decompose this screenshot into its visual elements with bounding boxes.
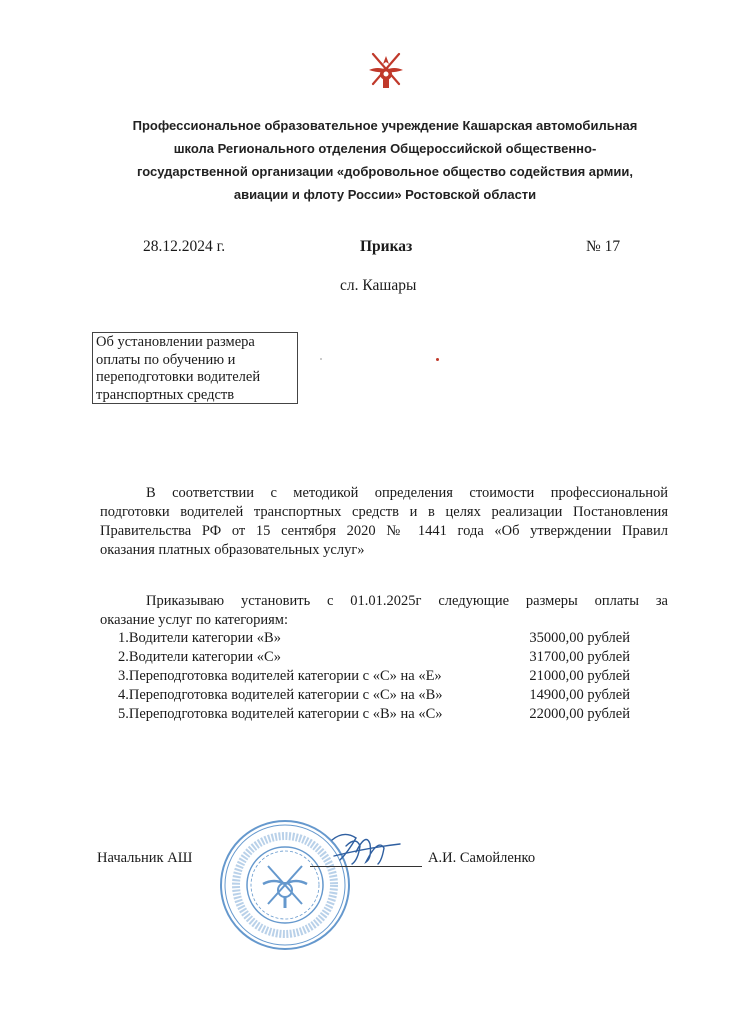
price-row	[118, 705, 630, 724]
order-paragraph	[100, 592, 668, 630]
header-line: государственной организации «добровольное общество содействия армии,	[136, 164, 634, 179]
price-item-value: 22000,00 рублей	[529, 706, 630, 722]
order-date: 28.12.2024 г.	[143, 238, 226, 255]
price-item-name: 2.Водители категории «С»	[118, 649, 281, 665]
scan-speck	[436, 358, 439, 361]
price-item-name: 1.Водители категории «В»	[118, 630, 281, 646]
price-row	[118, 629, 630, 648]
handwritten-signature-icon	[326, 826, 404, 872]
header-line: Профессиональное образовательное учреждение Кашарская автомобильная	[132, 118, 638, 133]
subject-box	[92, 332, 298, 404]
price-item-value: 35000,00 рублей	[529, 630, 630, 646]
order-title: Приказ	[360, 238, 413, 255]
paragraph-line: В соответствии с методикой определения стоимости профессиональной	[146, 485, 668, 501]
dosaaf-emblem-icon	[364, 48, 408, 92]
price-item-value: 31700,00 рублей	[529, 649, 630, 665]
paragraph-line: Правительства РФ от 15 сентября 2020 № 1441 года «Об утверждении Правил	[100, 523, 668, 539]
paragraph-line: Приказываю установить с 01.01.2025г следующие размеры оплаты за	[146, 593, 668, 609]
order-place: сл. Кашары	[340, 277, 417, 294]
price-item-value: 14900,00 рублей	[529, 687, 630, 703]
price-row	[118, 686, 630, 705]
header-line: школа Регионального отделения Общероссийской общественно-	[173, 141, 597, 156]
paragraph-line: оказания платных образовательных услуг»	[100, 542, 365, 558]
signatory-position: Начальник АШ	[97, 850, 193, 866]
price-item-name: 3.Переподготовка водителей категории с «С» на «Е»	[118, 668, 442, 684]
organization-header	[100, 114, 670, 206]
paragraph-line: оказание услуг по категориям:	[100, 612, 289, 628]
subject-line: переподготовки водителей	[96, 369, 261, 385]
paragraph-line: подготовки водителей транспортных средств и в целях реализации Постановления	[100, 504, 668, 520]
price-item-name: 4.Переподготовка водителей категории с «С» на «В»	[118, 687, 443, 703]
price-item-name: 5.Переподготовка водителей категории с «В» на «С»	[118, 706, 443, 722]
price-row	[118, 648, 630, 667]
subject-line: транспортных средств	[96, 386, 235, 403]
price-list	[118, 629, 630, 724]
price-row	[118, 667, 630, 686]
header-line: авиации и флоту России» Ростовской области	[233, 187, 537, 202]
scan-speck	[320, 358, 322, 360]
subject-line: оплаты по обучению и	[96, 351, 236, 368]
subject-line: Об установлении размера	[96, 334, 255, 350]
order-number: № 17	[586, 238, 621, 255]
preamble-paragraph	[100, 484, 668, 560]
price-item-value: 21000,00 рублей	[529, 668, 630, 684]
signatory-name: А.И. Самойленко	[428, 850, 536, 866]
